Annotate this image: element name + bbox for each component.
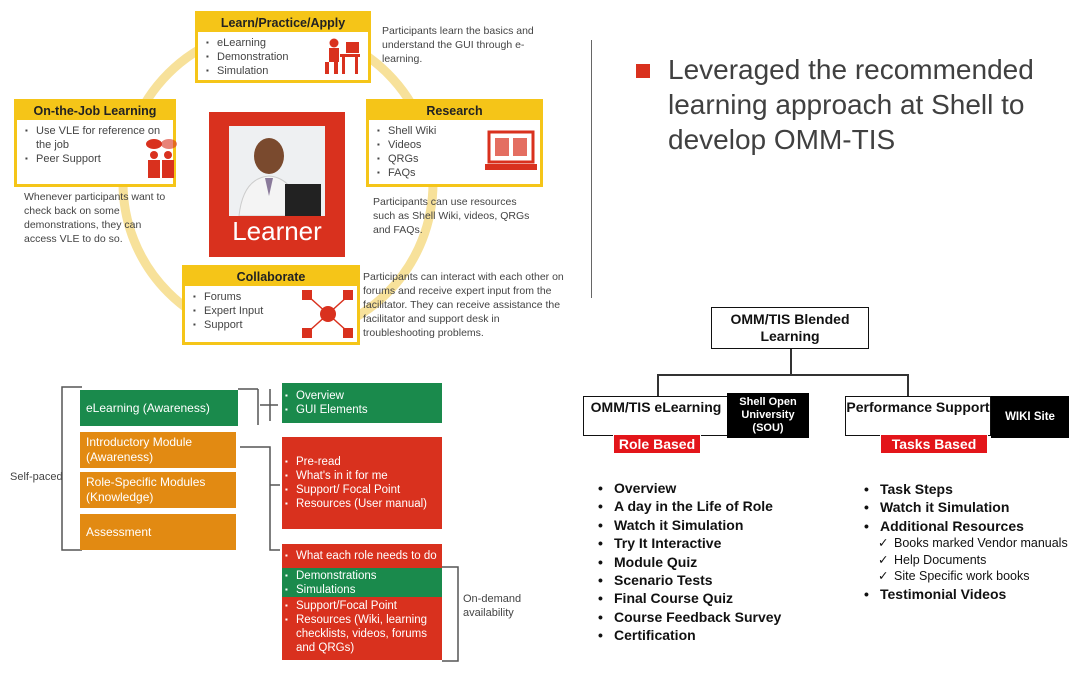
- list-item: • Course Feedback Survey: [598, 608, 838, 626]
- tree-connector: [657, 374, 909, 376]
- learner-label: Learner: [232, 216, 322, 246]
- tree-connector: [790, 349, 792, 375]
- list-item: ✓ Site Specific work books: [864, 568, 1079, 585]
- list-item: • Scenario Tests: [598, 571, 838, 589]
- on-demand-label: On-demand availability: [463, 593, 522, 619]
- tree-connector: [907, 374, 909, 396]
- list-item: • Final Course Quiz: [598, 589, 838, 607]
- list-item: ▪ Support/Focal Point: [282, 599, 442, 613]
- ojl-title: On-the-Job Learning: [17, 102, 173, 120]
- list-item: • Certification: [598, 626, 838, 644]
- learn-practice-apply-box: [195, 11, 371, 83]
- list-item: • Testimonial Videos: [864, 585, 1079, 603]
- people-chat-icon: [145, 138, 179, 182]
- list-item: ✓ Help Documents: [864, 552, 1079, 569]
- learner-photo: [229, 126, 325, 216]
- list-item: ▪ Pre-read: [282, 455, 442, 469]
- laptop-book-icon: [485, 128, 539, 180]
- list-item: ▪ What's in it for me: [282, 469, 442, 483]
- list-item: • Module Quiz: [598, 553, 838, 571]
- role-needs-box: [282, 544, 442, 660]
- person-at-desk-icon: [320, 36, 362, 78]
- list-item: ▪ Demonstrations: [282, 569, 442, 583]
- list-item: ▪ Simulation: [206, 64, 362, 78]
- on-the-job-box: [14, 99, 176, 187]
- collaborate-title: Collaborate: [185, 268, 357, 286]
- list-item: ▪ Resources (Wiki, learning checklists, videos, forums and QRGs): [282, 613, 442, 655]
- list-item: ▪ QRGs: [377, 152, 534, 166]
- list-item: ▪ Support: [193, 318, 351, 332]
- list-item: • Try It Interactive: [598, 534, 838, 552]
- headline-bullet: [636, 64, 650, 78]
- tree-connector: [657, 374, 659, 396]
- list-item: ▪ Expert Input: [193, 304, 351, 318]
- sou-node: Shell Open University (SOU): [727, 393, 809, 438]
- list-item: • A day in the Life of Role: [598, 497, 838, 515]
- list-item: ▪ GUI Elements: [282, 403, 442, 417]
- list-item: ▪ Forums: [193, 290, 351, 304]
- role-specific-modules-bar: Role-Specific Modules (Knowledge): [80, 472, 236, 508]
- list-item: ▪ Simulations: [282, 583, 442, 597]
- headline-text: Leveraged the recommended learning approach at Shell to develop OMM-TIS: [668, 54, 1034, 155]
- on-demand-bracket: [440, 565, 464, 665]
- list-item: ▪ eLearning: [206, 36, 362, 50]
- research-title: Research: [369, 102, 540, 120]
- list-item: ✓ Books marked Vendor manuals: [864, 535, 1079, 552]
- collaborate-note: Participants can interact with each other on forums and receive expert input from the facilitator. They can receive assistance the facilitator and support desk in troubleshooting problems.: [363, 271, 564, 339]
- list-item: ▪ Shell Wiki: [377, 124, 534, 138]
- list-item: • Additional Resources: [864, 517, 1079, 535]
- list-item: ▪ Overview: [282, 389, 442, 403]
- pre-read-box: [282, 437, 442, 529]
- tasks-based-tag: Tasks Based: [880, 434, 988, 454]
- elearning-list: [598, 479, 838, 645]
- performance-support-node: Performance Support: [845, 396, 991, 436]
- learn-title: Learn/Practice/Apply: [198, 14, 368, 32]
- list-item: ▪ What each role needs to do: [282, 549, 442, 563]
- list-item: ▪ Use VLE for reference on the job: [25, 124, 167, 152]
- role-based-tag: Role Based: [613, 434, 701, 454]
- vertical-divider: [591, 40, 592, 298]
- list-item: ▪ Demonstration: [206, 50, 362, 64]
- performance-support-list: [864, 480, 1079, 603]
- collaborate-box: [182, 265, 360, 345]
- list-item: ▪ Videos: [377, 138, 534, 152]
- elearning-node: OMM/TIS eLearning: [583, 396, 729, 436]
- list-item: • Watch it Simulation: [598, 516, 838, 534]
- research-note: Participants can use resources such as Shell Wiki, videos, QRGs and FAQs.: [373, 196, 530, 236]
- person-icon: [229, 126, 325, 216]
- network-people-icon: [300, 288, 356, 340]
- self-paced-label: Self-paced: [10, 471, 63, 483]
- learner-block: [209, 112, 345, 257]
- learn-note: Participants learn the basics and understand the GUI through e-learning.: [382, 25, 534, 65]
- ojl-note: Whenever participants want to check back on some demonstrations, they can access VLE to do so.: [24, 191, 166, 245]
- list-item: ▪ Peer Support: [25, 152, 167, 166]
- list-item: • Overview: [598, 479, 838, 497]
- tree-root: OMM/TIS Blended Learning: [711, 307, 869, 349]
- list-item: ▪ Resources (User manual): [282, 497, 442, 511]
- list-item: ▪ Support/ Focal Point: [282, 483, 442, 497]
- list-item: ▪ FAQs: [377, 166, 534, 180]
- elearning-awareness-bar: eLearning (Awareness): [80, 390, 238, 426]
- wiki-site-node: WIKI Site: [991, 396, 1069, 438]
- list-item: • Task Steps: [864, 480, 1079, 498]
- research-box: [366, 99, 543, 187]
- assessment-bar: Assessment: [80, 514, 236, 550]
- list-item: • Watch it Simulation: [864, 498, 1079, 516]
- overview-box: [282, 383, 442, 423]
- introductory-module-bar: Introductory Module (Awareness): [80, 432, 236, 468]
